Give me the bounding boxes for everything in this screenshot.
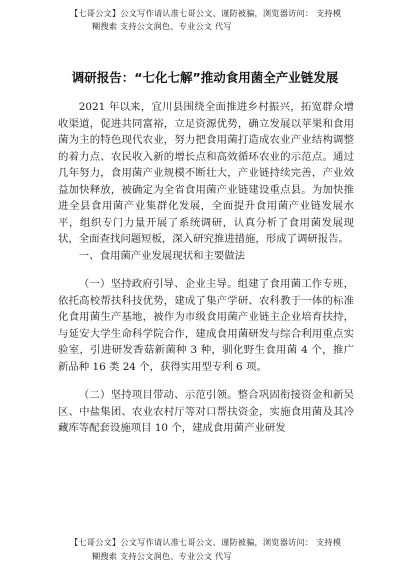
- footer-watermark-line-1: 【七哥公文】公文写作请认准七哥公文、谨防被骗，浏览器访问： 支持模: [70, 537, 342, 547]
- document-body: [58, 99, 354, 437]
- section-heading: 一、食用菌产业发展现状和主要做法: [78, 249, 246, 262]
- header-watermark-line-2: 糊搜索 支持公文润色、专业公文 代写: [92, 21, 232, 31]
- paragraph-project-driven: （二）坚持项目带动、示范引领。整合巩固衔接资金和新吴区、中盐集团、农业农村厅等对口帮扶资金，实施食用菌及其冷藏库等配套设施项目 10 个，建成食用菌产业研发: [58, 389, 354, 434]
- intro-paragraph: 2021 年以来，宜川县围绕全面推进乡村振兴，拓宽群众增收渠道，促进共同富裕，立足资源优势，确立发展以苹果和食用菌为主的特色现代农业，努力把食用菌打造成农业产业结构调整的着力点、农民收入新的增长点和高效循环农业的示范点。通过几年努力，食用菌产业规模不断壮大，产业链持续完善，产业效益加快释放，被确定为全省食用菌产业链建设重点县。为加快推进全县食用菌产业集群化发展，全面提升食用菌产业链发展水平，组织专门力量开展了系统调研，认真分析了食用菌发展现状，全面查找问题短板，深入研究推进措施，形成了调研报告。: [58, 101, 354, 245]
- header-watermark-line-1: 【七哥公文】公文写作请认准七哥公文、谨防被骗，浏览器访问： 支持模: [70, 8, 342, 18]
- paragraph-government-guidance: （一）坚持政府引导、企业主导。组建了食用菌工作专班，依托高校帮扶科技优势，建成了集产学研、农科教于一体的标准化食用菌生产基地，被作为市级食用菌产业链主企业培育扶持，与延安大学生命科学院合作，建成食用菌研发与综合利用重点实验室，引进研发香菇新菌种 3 种，驯化野生食用菌 4 个，推广新品种 16 类 24 个，获得实用型专利 6 项。: [58, 278, 354, 373]
- footer-watermark-line-2: 糊搜索 支持公文润色、专业公文 代写: [92, 551, 232, 561]
- document-title: 调研报告：“七化七解”推动食用菌全产业链发展: [71, 70, 339, 85]
